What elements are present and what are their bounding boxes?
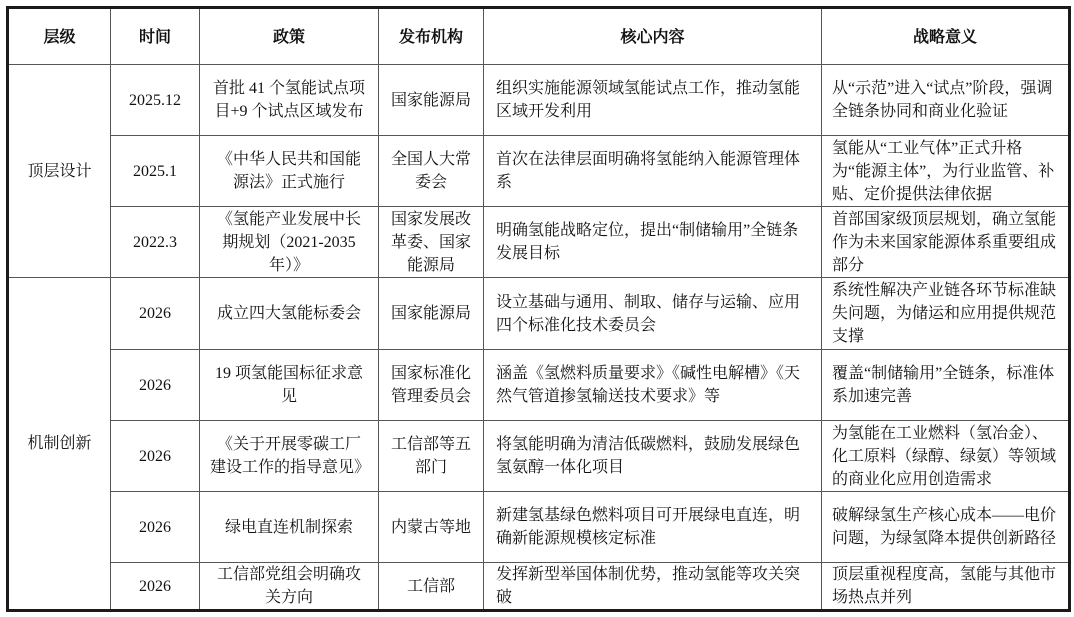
- issuer-cell: 全国人大常委会: [379, 136, 484, 207]
- table-row: [8, 350, 1070, 421]
- significance-cell: 从“示范”进入“试点”阶段，强调全链条协同和商业化验证: [822, 65, 1070, 136]
- header-issuer: 发布机构: [379, 8, 484, 65]
- content-cell: 新建氢基绿色燃料项目可开展绿电直连，明确新能源规模核定标准: [484, 492, 822, 563]
- significance-cell: 覆盖“制储输用”全链条，标准体系加速完善: [822, 350, 1070, 421]
- policy-cell: 首批 41 个氢能试点项目+9 个试点区域发布: [200, 65, 379, 136]
- content-cell: 涵盖《氢燃料质量要求》《碱性电解槽》《天然气管道掺氢输送技术要求》等: [484, 350, 822, 421]
- header-policy: 政策: [200, 8, 379, 65]
- hydrogen-policy-table: [6, 6, 1071, 612]
- level-cell: 顶层设计: [8, 65, 111, 278]
- table-row: [8, 207, 1070, 278]
- table-row: [8, 421, 1070, 492]
- table-row: [8, 563, 1070, 611]
- issuer-cell: 工信部等五部门: [379, 421, 484, 492]
- time-cell: 2026: [111, 278, 200, 350]
- time-cell: 2026: [111, 492, 200, 563]
- issuer-cell: 国家标准化管理委员会: [379, 350, 484, 421]
- content-cell: 发挥新型举国体制优势，推动氢能等攻关突破: [484, 563, 822, 611]
- header-row: [8, 8, 1070, 65]
- level-cell: 机制创新: [8, 278, 111, 611]
- table-row: [8, 492, 1070, 563]
- issuer-cell: 内蒙古等地: [379, 492, 484, 563]
- significance-cell: 顶层重视程度高，氢能与其他市场热点并列: [822, 563, 1070, 611]
- table-row: [8, 136, 1070, 207]
- time-cell: 2025.12: [111, 65, 200, 136]
- significance-cell: 首部国家级顶层规划，确立氢能作为未来国家能源体系重要组成部分: [822, 207, 1070, 278]
- issuer-cell: 国家能源局: [379, 65, 484, 136]
- policy-cell: 成立四大氢能标委会: [200, 278, 379, 350]
- issuer-cell: 工信部: [379, 563, 484, 611]
- policy-cell: 19 项氢能国标征求意见: [200, 350, 379, 421]
- time-cell: 2025.1: [111, 136, 200, 207]
- header-level: 层级: [8, 8, 111, 65]
- significance-cell: 系统性解决产业链各环节标准缺失问题，为储运和应用提供规范支撑: [822, 278, 1070, 350]
- policy-cell: 绿电直连机制探索: [200, 492, 379, 563]
- content-cell: 组织实施能源领域氢能试点工作，推动氢能区域开发利用: [484, 65, 822, 136]
- header-significance: 战略意义: [822, 8, 1070, 65]
- time-cell: 2022.3: [111, 207, 200, 278]
- significance-cell: 氢能从“工业气体”正式升格为“能源主体”，为行业监管、补贴、定价提供法律依据: [822, 136, 1070, 207]
- content-cell: 明确氢能战略定位，提出“制储输用”全链条发展目标: [484, 207, 822, 278]
- time-cell: 2026: [111, 421, 200, 492]
- policy-cell: 《氢能产业发展中长期规划（2021-2035年）》: [200, 207, 379, 278]
- issuer-cell: 国家发展改革委、国家能源局: [379, 207, 484, 278]
- header-time: 时间: [111, 8, 200, 65]
- policy-cell: 《关于开展零碳工厂建设工作的指导意见》: [200, 421, 379, 492]
- significance-cell: 为氢能在工业燃料（氢冶金）、化工原料（绿醇、绿氨）等领域的商业化应用创造需求: [822, 421, 1070, 492]
- policy-cell: 《中华人民共和国能源法》正式施行: [200, 136, 379, 207]
- header-content: 核心内容: [484, 8, 822, 65]
- policy-cell: 工信部党组会明确攻关方向: [200, 563, 379, 611]
- content-cell: 首次在法律层面明确将氢能纳入能源管理体系: [484, 136, 822, 207]
- time-cell: 2026: [111, 563, 200, 611]
- table-row: [8, 278, 1070, 350]
- table-row: [8, 65, 1070, 136]
- issuer-cell: 国家能源局: [379, 278, 484, 350]
- time-cell: 2026: [111, 350, 200, 421]
- content-cell: 将氢能明确为清洁低碳燃料，鼓励发展绿色氢氨醇一体化项目: [484, 421, 822, 492]
- content-cell: 设立基础与通用、制取、储存与运输、应用四个标准化技术委员会: [484, 278, 822, 350]
- significance-cell: 破解绿氢生产核心成本——电价问题，为绿氢降本提供创新路径: [822, 492, 1070, 563]
